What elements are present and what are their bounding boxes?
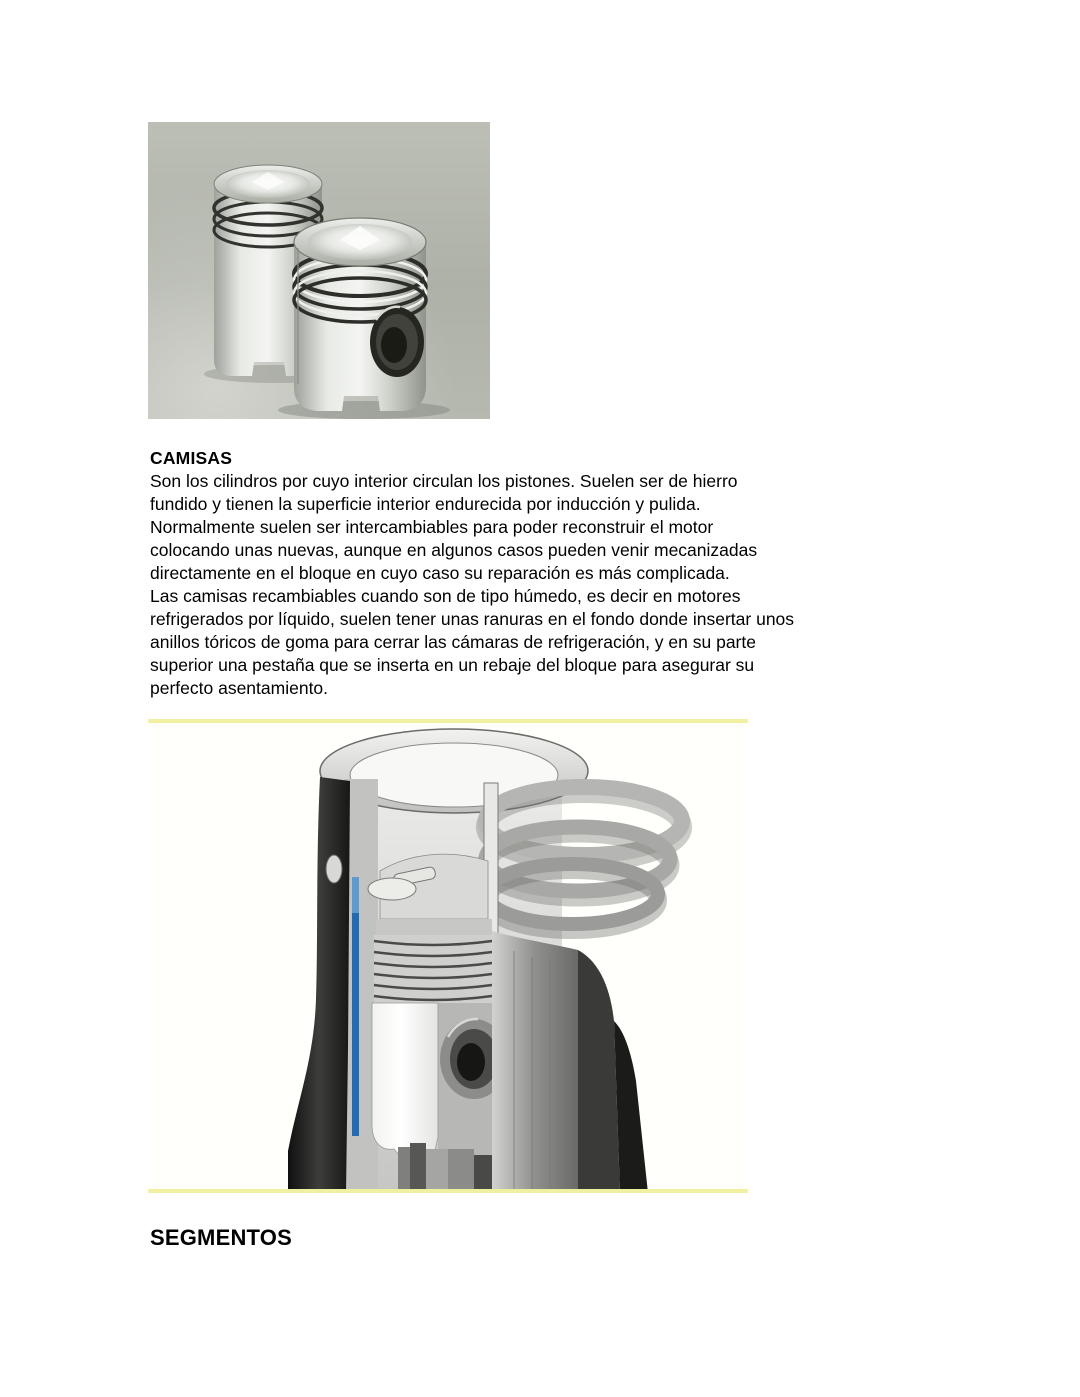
pistons-photo-image [148,122,490,419]
segmentos-heading: SEGMENTOS [150,1225,292,1251]
pistons-photo [148,122,490,419]
cylinder-liner-cutaway-figure [148,719,748,1193]
figure-top-border [148,719,748,723]
camisas-paragraph: Son los cilindros por cuyo interior circulan los pistones. Suelen ser de hierro fundido y tienen la superficie interior endurecida por inducción y pulida. Normalmente suelen ser intercambiables para poder reconstruir el motor colocando unas nuevas, aunque en algunos casos pueden venir mecanizadas directamente en el bloque en cuyo caso su reparación es más complicada. Las camisas recambiables cuando son de tipo húmedo, es decir en motores refrigerados por líquido, suelen tener unas ranuras en el fondo donde insertar unos anillos tóricos de goma para cerrar las cámaras de refrigeración, y en su parte superior una pestaña que se inserta en un rebaje del bloque para asegurar su perfecto asentamiento. [150,471,795,698]
piston-in-liner [368,854,508,1193]
front-piston [278,218,450,419]
coolant-blue-stripe [352,877,359,1136]
figure-bottom-border [148,1189,748,1193]
cylinder-liner-cutaway-image [148,719,748,1193]
camisas-heading: CAMISAS [150,447,233,468]
